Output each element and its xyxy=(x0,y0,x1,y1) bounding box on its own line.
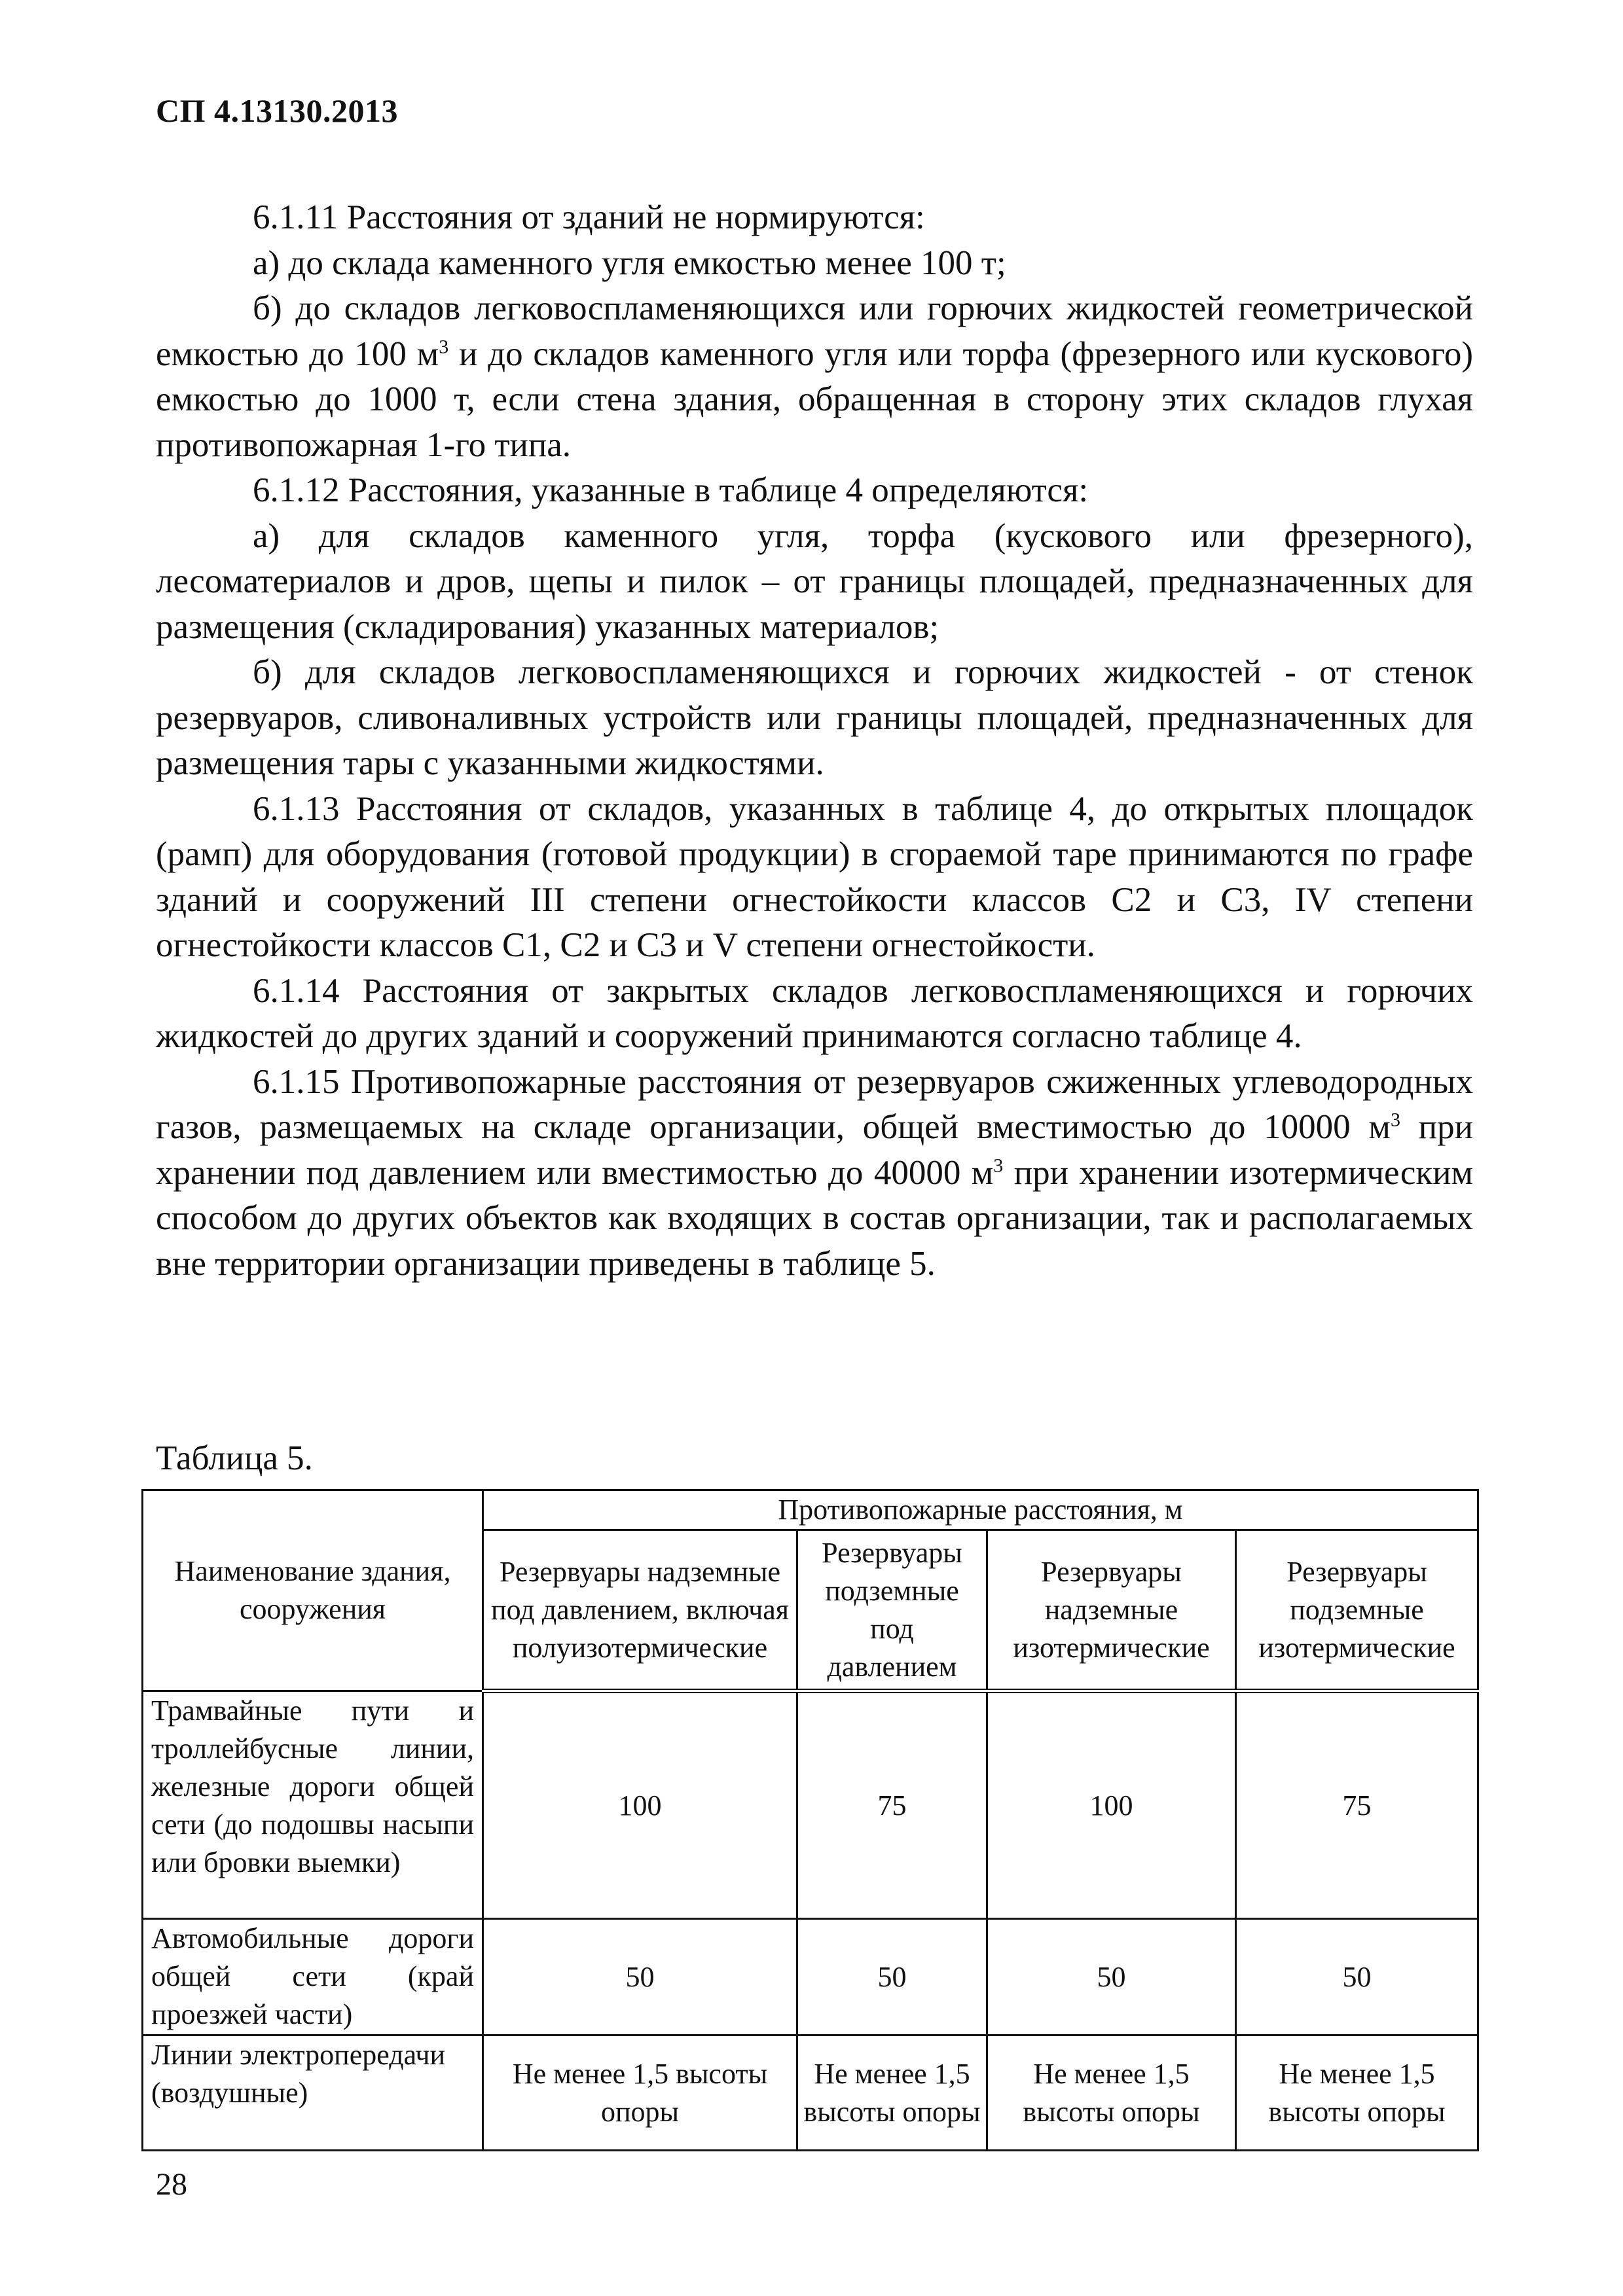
row-name: Трамвайные пути и троллейбусные линии, железные дороги общей сети (до подошвы насыпи или бровки выемки) xyxy=(143,1691,483,1919)
table-cell: 50 xyxy=(797,1919,987,2036)
table-cell: 75 xyxy=(797,1691,987,1919)
column-header: Резервуары подземные под давлением xyxy=(797,1530,987,1691)
text-segment: 6.1.15 Противопожарные расстояния от резервуаров сжиженных углеводородных газов, размещаемых на складе организации, общей вместимостью до 10000 м xyxy=(156,1062,1473,1146)
table-cell: 50 xyxy=(987,1919,1236,2036)
column-group-header: Противопожарные расстояния, м xyxy=(483,1490,1478,1530)
paragraph-6-1-13: 6.1.13 Расстояния от складов, указанных в таблице 4, до открытых площадок (рамп) для оборудования (готовой продукции) в сгораемой таре принимаются по графе зданий и сооружений III степени огнестойкости классов С2 и С3, IV степени огнестойкости классов С1, С2 и С3 и V степени огнестойкости. xyxy=(156,789,1473,964)
paragraph-6-1-11: 6.1.11 Расстояния от зданий не нормируются: xyxy=(253,198,925,236)
text-segment: и до складов каменного угля или торфа (фрезерного или кускового) емкостью до 1000 т, если стена здания, обращенная в сторону этих складов глухая противопожарная 1-го типа. xyxy=(156,334,1473,464)
text-segment: при хранении под давлением или вместимостью до 40000 м xyxy=(156,1108,1473,1192)
table-row xyxy=(143,1691,1478,1919)
paragraph-6-1-11-a: а) до склада каменного угля емкостью менее 100 т; xyxy=(253,243,1006,282)
table-cell: Не менее 1,5 высоты опоры xyxy=(483,2036,797,2151)
body-text xyxy=(156,195,1473,1287)
paragraph-6-1-12-b: б) для складов легковоспламеняющихся и горючих жидкостей - от стенок резервуаров, сливоналивных устройств или границы площадей, предназначенных для размещения тары с указанными жидкостями. xyxy=(156,653,1473,782)
paragraph-6-1-15 xyxy=(156,1060,1473,1287)
paragraph-6-1-11-b xyxy=(156,286,1473,468)
table-row xyxy=(143,2036,1478,2151)
paragraph-6-1-14: 6.1.14 Расстояния от закрытых складов легковоспламеняющихся и горючих жидкостей до других зданий и сооружений принимаются согласно таблице 4. xyxy=(156,971,1473,1055)
table-caption: Таблица 5. xyxy=(156,1439,313,1477)
table-cell: 100 xyxy=(483,1691,797,1919)
table-cell: Не менее 1,5 высоты опоры xyxy=(987,2036,1236,2151)
table-cell: 75 xyxy=(1236,1691,1478,1919)
column-header: Резервуары подземные изотермические xyxy=(1236,1530,1478,1691)
superscript: 3 xyxy=(1390,1109,1400,1131)
table-cell: 50 xyxy=(1236,1919,1478,2036)
superscript: 3 xyxy=(993,1154,1004,1176)
document-code-header: СП 4.13130.2013 xyxy=(156,92,398,129)
paragraph-6-1-12: 6.1.12 Расстояния, указанные в таблице 4 определяются: xyxy=(253,471,1089,509)
table-cell: Не менее 1,5 высоты опоры xyxy=(1236,2036,1478,2151)
table-cell: 100 xyxy=(987,1691,1236,1919)
row-name: Линии электропередачи (воздушные) xyxy=(143,2036,483,2151)
text-segment: при хранении изотермическим способом до других объектов как входящих в состав организации, так и располагаемых вне территории организации приведены в таблице 5. xyxy=(156,1153,1474,1283)
column-header: Резервуары надземные под давлением, включая полуизотермические xyxy=(483,1530,797,1691)
column-header: Резервуары надземные изотермические xyxy=(987,1530,1236,1691)
table-cell: Не менее 1,5 высоты опоры xyxy=(797,2036,987,2151)
text-segment: б) до складов легковоспламеняющихся или горючих жидкостей геометрической емкостью до 100 м xyxy=(156,289,1473,373)
table-cell: 50 xyxy=(483,1919,797,2036)
table-row xyxy=(143,1919,1478,2036)
paragraph-6-1-12-a: а) для складов каменного угля, торфа (кускового или фрезерного), лесоматериалов и дров, щепы и пилок – от границы площадей, предназначенных для размещения (складирования) указанных материалов; xyxy=(156,516,1473,646)
row-name: Автомобильные дороги общей сети (край проезжей части) xyxy=(143,1919,483,2036)
superscript: 3 xyxy=(439,335,449,357)
column-header-name: Наименование здания, сооружения xyxy=(143,1490,483,1691)
table-5 xyxy=(141,1489,1479,2151)
page-number: 28 xyxy=(156,2167,187,2202)
